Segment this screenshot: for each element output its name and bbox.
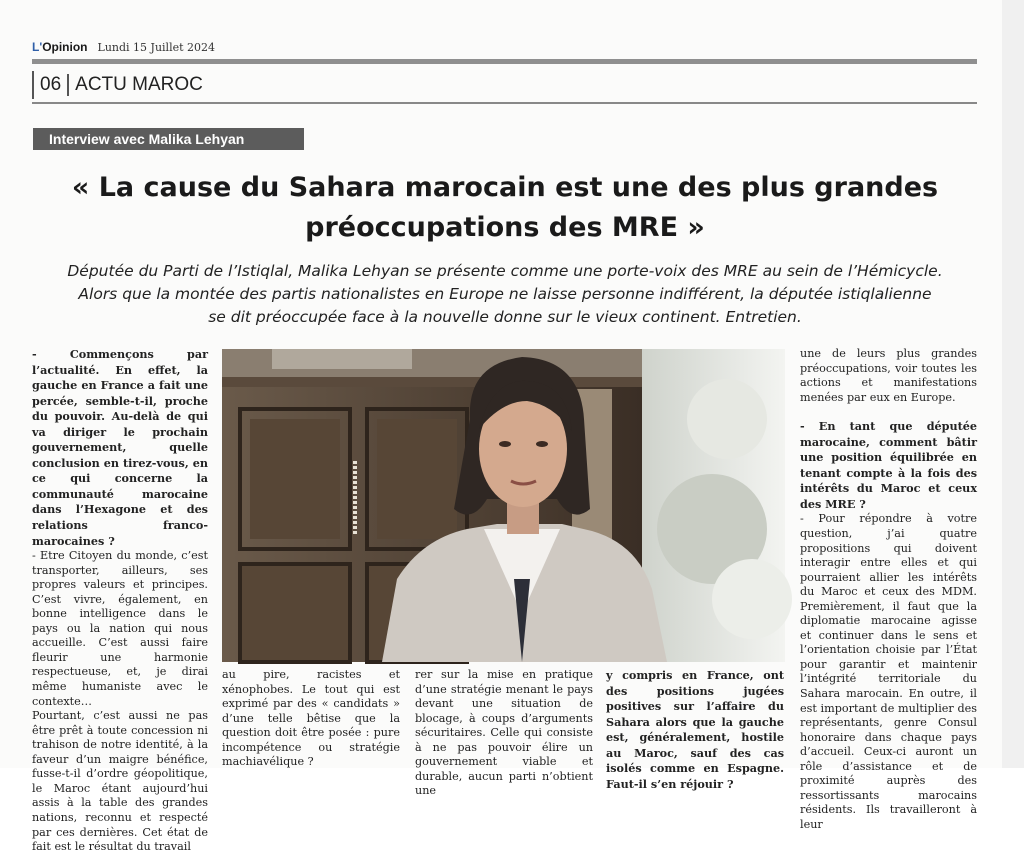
answer-1-continued: Pourtant, c’est aussi ne pas être prêt à toute concession ni trahison de notre identité, à la faveur d’un maigre bénéfice, fusse-t-il d’ordre géopolitique, le Maroc étant aujourd’hui assis à la table des grandes nations, reconnu et respecté par ces dernières. Cet état de fait est le résultat du travail <box>32 709 208 854</box>
article-column-5 <box>800 347 977 831</box>
section-separator <box>67 74 69 96</box>
article-column-1 <box>32 347 208 854</box>
issue-date: Lundi 15 Juillet 2024 <box>97 41 216 54</box>
article-column-2 <box>222 668 400 768</box>
question-2: y compris en France, ont des positions jugées positives sur l’affaire du Sahara alors que la gauche est, généralement, hostile au Maroc, sauf des cas isolés comme en Espagne. Faut-il s’en réjouir ? <box>606 668 784 791</box>
article-column-3 <box>415 668 593 798</box>
top-divider <box>32 59 977 64</box>
answer-3-end: une de leurs plus grandes préoccupations, voir toutes les actions et manifestations menées par eux en Europe. <box>800 347 977 404</box>
portrait-illustration <box>222 349 785 662</box>
section-bar <box>32 71 34 99</box>
question-3: - En tant que députée marocaine, comment bâtir une position équilibrée en tenant compte à la fois des intérêts du Maroc et ceux des MRE ? <box>800 419 977 511</box>
section-name: ACTU MAROC <box>75 74 203 95</box>
lede-line-1: Députée du Parti de l’Istiqlal, Malika Lehyan se présente comme une porte-voix des MRE au sein de l’Hémicycle. <box>67 262 943 280</box>
lede-line-2: Alors que la montée des partis nationalistes en Europe ne laisse personne indifférent, la députée istiqlalienne <box>78 285 932 303</box>
article-column-4 <box>606 668 784 791</box>
answer-2-continued: au pire, racistes et xénophobes. Le tout qui est exprimé par des « candidats » d’une telle bêtise que la question doit être posée : pure incompétence ou stratégie machiavélique ? <box>222 668 400 769</box>
answer-4: - Pour répondre à votre question, j’ai quatre propositions qui doivent interagir entre elles et qui pourraient allier les intérêts du Maroc et ceux des MDM. Premièrement, il faut que la diplomatie marocaine agisse et continuer dans le sens et l’orientation choisie par l’État pour garantir et maintenir l’intégrité territoriale du Sahara marocain. En outre, il est important de multiplier des représentants, genre Consul honoraire dans chaque pays d’accueil. Ceux-ci auront un rôle d’assistance et de proximité auprès des ressortissants marocains résidents. Ils travailleront à leur <box>800 512 977 831</box>
answer-1: - Etre Citoyen du monde, c’est transporter, ailleurs, ses propres valeurs et principes. C’est vivre, également, en bonne intelligence dans le pays ou la nation qui nous accueille. C’est aussi faire fleurir une harmonie respectueuse, et, je dirai même humaniste avec le contexte… <box>32 549 208 708</box>
headline-line-1: « La cause du Sahara marocain est une des plus grandes <box>71 172 939 203</box>
masthead <box>32 40 215 54</box>
section-header <box>32 70 203 100</box>
interview-photo <box>222 349 785 662</box>
lede <box>40 260 970 329</box>
answer-2-end: rer sur la mise en pratique d’une stratégie menant le pays devant une situation de blocage, à coups d’arguments sécuritaires. Celle qui consiste à ne pas pouvoir élire un gouvernement viable et durable, aucun parti n’obtient une <box>415 668 593 798</box>
headline-line-2: préoccupations des MRE » <box>305 212 705 243</box>
page-number: 06 <box>40 74 62 95</box>
section-divider <box>32 102 977 104</box>
lede-line-3: se dit préoccupée face à la nouvelle donne sur le vieux continent. Entretien. <box>208 308 802 326</box>
newspaper-logo: L'Opinion <box>32 40 88 54</box>
question-1: - Commençons par l’actualité. En effet, la gauche en France a fait une percée, semble-t-il, proche du pouvoir. Au-delà de qui va diriger le prochain gouvernement, quelle conclusion en tirez-vous, en ce qui concerne la communauté marocaine dans l’Hexagone et des relations franco-marocaines ? <box>32 347 208 548</box>
page-edge <box>1002 0 1024 768</box>
interview-tag: Interview avec Malika Lehyan <box>33 128 304 150</box>
headline <box>40 168 970 248</box>
